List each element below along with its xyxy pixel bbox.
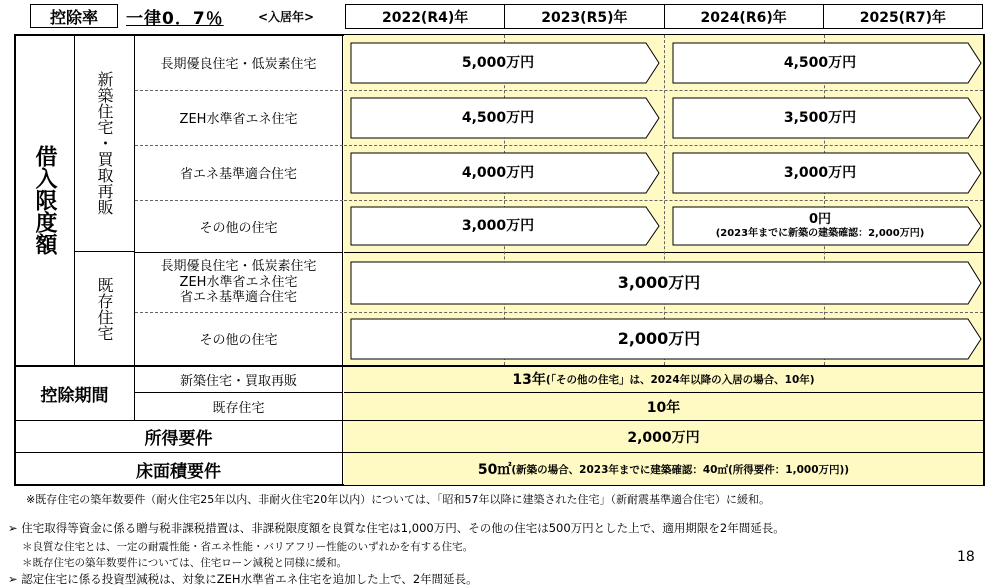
value-energy-std-2022-2023: 4,000万円 [461,164,535,181]
floor-area-note: (新築の場合、2023年までに建築確認：40㎡(所得要件：1,000万円)) [511,463,850,476]
arrow-existing-certified [350,261,982,305]
value-energy-std-2024-2025: 3,000万円 [783,164,857,181]
existing-house-group-label: 既存住宅 [95,276,114,341]
year-2024: 2024(R6)年 [665,5,824,28]
year-2023: 2023(R5)年 [505,5,664,28]
value-other-2024-2025 [672,206,968,246]
period-new-years: 13年 [512,372,546,388]
period-exist-value: 10年 [646,399,681,416]
period-new-note: (「その他の住宅」は、2024年以降の入居の場合、10年) [545,373,815,386]
arrow-energy-std-2024-2025 [672,152,982,194]
row-label-long-life: 長期優良住宅・低炭素住宅 [135,35,343,90]
row-label-existing-certified [135,252,343,312]
value-existing-certified: 3,000万円 [617,273,701,293]
floor-area-main: 50㎡ [477,462,512,478]
note-quality-house: ＊良質な住宅とは、一定の耐震性能・省エネ性能・バリアフリー性能のいずれかを有する住宅。 [22,541,474,553]
arrow-long-life-2024-2025 [672,42,982,84]
value-other-2024-2025-main: 0円 [808,212,832,228]
existing-certified-line-3: 省エネ基準適合住宅 [179,290,297,306]
year-2022: 2022(R4)年 [346,5,505,28]
note-investment-tax: ➢ 認定住宅に係る投資型減税は、対象にZEH水準省エネ住宅を追加した上で、2年間延長。 [8,572,478,586]
borrow-limit-cell [15,35,75,365]
deduction-rate-value: 一律0．7％ [126,9,224,29]
row-label-zeh: ZEH水準省エネ住宅 [135,90,343,145]
income-requirement-value: 2,000万円 [627,429,700,446]
note-existing-age-relaxed: ＊既存住宅の築年数要件については、住宅ローン減税と同様に緩和。 [22,557,348,569]
page-number: 18 [957,549,975,565]
income-requirement-label: 所得要件 [15,421,343,452]
period-exist-label: 既存住宅 [135,393,343,420]
floor-area-value [344,453,983,485]
period-label: 控除期間 [15,366,135,420]
value-existing-other: 2,000万円 [617,329,701,349]
floor-area-label: 床面積要件 [15,453,343,485]
arrow-other-2022-2023 [350,206,660,246]
arrow-long-life-2022-2023 [350,42,660,84]
arrow-other-2024-2025 [672,206,982,246]
borrow-limit-label: 借入限度額 [32,145,57,255]
year-2025: 2025(R7)年 [859,9,947,26]
deduction-rate-label: 控除率 [30,4,118,28]
note-gift-tax: ➢ 住宅取得等資金に係る贈与税非課税措置は、非課税限度額を良質な住宅は1,000万円、その他の住宅は500万円とした上で、適用期限を2年間延長。 [8,521,785,535]
row-label-energy-std: 省エネ基準適合住宅 [135,145,343,200]
arrow-energy-std-2022-2023 [350,152,660,194]
value-other-2022-2023: 3,000万円 [461,217,535,234]
arrow-zeh-2024-2025 [672,97,982,139]
existing-certified-line-2: ZEH水準省エネ住宅 [179,274,298,290]
value-other-2024-2025-sub: (2023年までに新築の建築確認：2,000万円) [715,227,925,239]
value-zeh-2024-2025: 3,500万円 [783,109,857,126]
value-long-life-2024-2025: 4,500万円 [783,54,857,71]
period-new-value [344,366,983,393]
existing-certified-line-1: 長期優良住宅・低炭素住宅 [160,259,317,275]
row-label-other: その他の住宅 [135,200,343,252]
period-new-label: 新築住宅・買取再販 [135,366,343,393]
arrow-existing-other [350,318,982,360]
value-long-life-2022-2023: 5,000万円 [461,54,535,71]
note-existing-age: ※既存住宅の築年数要件（耐火住宅25年以内、非耐火住宅20年以内）については、「昭和57年以降に建築された住宅」（新耐震基準適合住宅）に緩和。 [26,493,770,506]
new-house-group [75,35,135,252]
new-house-group-label: 新築住宅・買取再販 [95,71,114,215]
move-in-year-label: <入居年> [258,10,315,24]
value-zeh-2022-2023: 4,500万円 [461,109,535,126]
row-label-existing-other: その他の住宅 [135,312,343,365]
arrow-zeh-2022-2023 [350,97,660,139]
year-header [345,4,983,29]
existing-house-group [75,252,135,365]
